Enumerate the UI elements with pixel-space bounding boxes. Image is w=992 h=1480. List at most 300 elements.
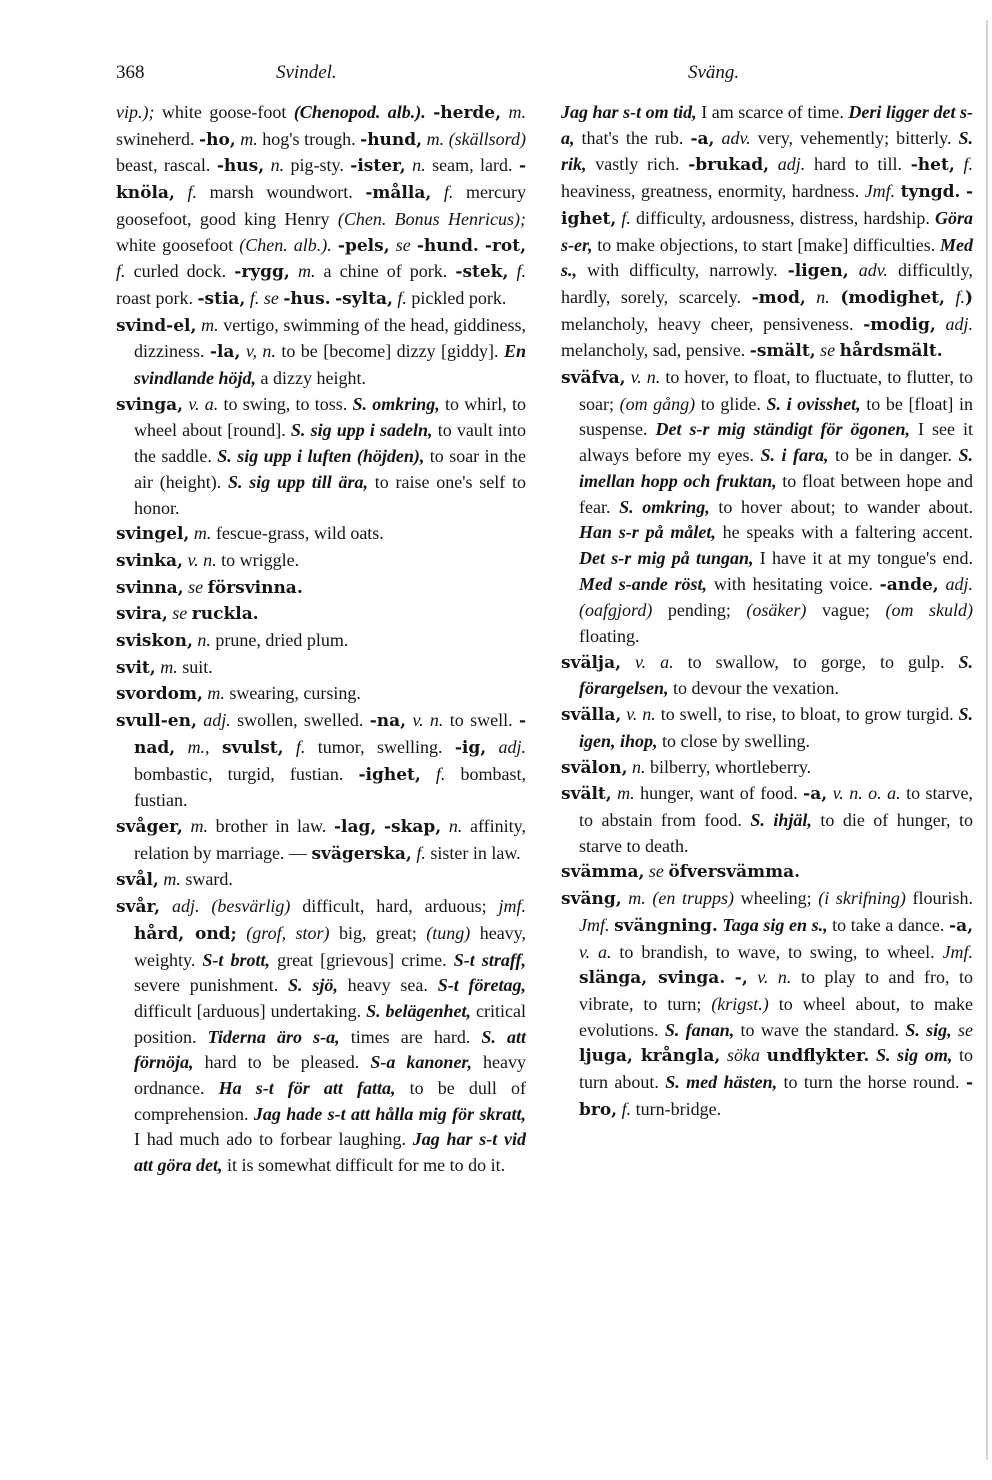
entry-text [501,102,508,122]
entry-text: svulst, [221,737,284,758]
entry-text: -a, [949,915,974,936]
entry-text: swollen, swelled. [230,710,370,731]
entry-text [725,967,735,987]
entry-text: -stia, [197,288,246,309]
entry-text [945,287,956,307]
entry-text: great [grievous] crime. [270,949,454,970]
entry-text: -rygg, [234,262,290,283]
entry-text: turn-bridge. [631,1098,722,1119]
entry-text: söka [726,1045,760,1066]
entry-text: m. [297,261,316,282]
entry-text: öfversvämma. [668,862,801,883]
entry-text: he speaks with a faltering accent. [715,522,973,543]
entry-text: melancholy, heavy cheer, pensiveness. [561,313,864,334]
entry-text: f. [516,261,526,282]
entry-text: S-t brott, [202,949,270,970]
entry-text: f. [435,763,446,784]
entry-text: v, n. [245,341,276,362]
entry-text: adv. [858,260,888,281]
entry-text: -het, [910,155,955,176]
entry-text: m. [207,683,225,704]
entry-text: Jag har s-t om tid, [561,102,697,122]
entry-text: (Chen. alb.). [239,234,332,255]
entry-text: flourish. [905,888,973,909]
entry-text: -hund. [416,235,479,256]
entry-text: f. [621,1098,632,1119]
entry-text: v. a. [188,393,219,414]
entry-text: S. sig om, [875,1045,953,1066]
headword: svull-en, [116,711,197,732]
entry-text: to vault into the saddle. [134,420,526,467]
entry-text: seam, lard. [425,155,519,176]
entry-text: Jmf. [942,941,973,962]
entry-text: vip.); [116,102,155,122]
entry-text: beast, rascal. [116,155,217,176]
headword: sväng, [561,889,622,910]
entry-text: S. att förnöja, [134,1026,527,1073]
entry-text: to swing, to toss. [218,393,353,414]
entry-text: (skällsord) [448,128,527,149]
entry-text: (grof, stor) [246,922,330,943]
entry-text: S. belägenhet, [366,1000,472,1021]
entry-text: jmf. [498,896,526,917]
entry-text: -hus. [283,288,331,309]
entry-text: svägerska, [311,843,412,864]
entry-text: f. [621,207,631,228]
entry-text: Taga sig en s., [722,914,828,935]
dictionary-entry [116,575,526,602]
entry-text: vertigo, swimming of the head, giddiness, dizziness. [134,314,526,362]
dictionary-entry [116,894,526,1179]
entry-text: -na, [369,711,407,732]
entry-text [748,967,758,987]
entry-text: -skap, [383,816,442,837]
entry-text: S. sig upp till ära, [227,471,369,492]
entry-text: f. [295,736,306,757]
entry-text: -ligen, [787,261,849,282]
entry-text: v. a. [635,651,674,672]
entry-text: tumor, swelling. [305,736,455,757]
entry-text: -sylta, [335,288,393,309]
entry-text: hårdsmält. [839,341,943,362]
entry-text: hard to be pleased. [193,1052,371,1073]
entry-text: se [395,234,411,255]
page-edge-line [986,20,988,1460]
dictionary-entry [116,313,526,392]
entry-text: m. [240,128,258,149]
entry-text: -hus, [216,156,265,177]
entry-text: m. [160,656,178,677]
entry-text: m., [187,736,210,757]
headword: svåger, [116,816,183,837]
entry-text: hog's trough. [257,128,361,149]
headword: svit, [116,657,156,678]
entry-text: m. [163,869,181,890]
entry-text: S. i fara, [760,445,829,466]
entry-text [431,182,444,202]
entry-text: bombast, fustian. [134,763,526,811]
entry-text: Det s-r mig på tungan, [579,547,754,568]
entry-text: to wave the standard. [734,1019,906,1040]
dictionary-entry [561,755,973,782]
entry-text: bilberry, whortleberry. [645,756,812,777]
entry-text [720,1045,727,1065]
entry-text: mercury goosefoot, good king Henry [116,182,527,229]
entry-text: f. [187,182,198,203]
entry-text: m. [201,314,219,335]
entry-text: -brukad, [688,155,770,176]
headword: sviskon, [116,631,193,652]
entry-continuation [561,100,973,365]
entry-text: ruckla. [191,604,259,625]
entry-text: swineherd. [116,128,200,149]
page-number: 368 [116,62,145,83]
entry-text: sister in law. [425,842,521,863]
entry-text: S. rik, [561,127,974,175]
entry-text: adv. [721,127,751,148]
entry-text: S. förargelsen, [579,651,973,699]
right-column [561,100,973,1123]
entry-text: difficult, hard, arduous; [290,896,499,917]
entry-text: swearing, cursing. [224,683,361,704]
entry-text: to wriggle. [216,549,300,570]
entry-text: -a, [690,128,715,149]
entry-text: S. i ovisshet, [766,393,861,414]
entry-text: Det s-r mig ständigt för ögonen, [655,419,911,440]
entry-text: suit. [177,656,213,677]
entry-text: to be [float] in suspense. [579,393,974,440]
entry-text: -a, [803,784,828,805]
entry-text [175,737,187,757]
entry-text: critical position. [134,1000,526,1047]
entry-text: wheeling; [734,888,819,909]
entry-text: to die of hunger, to starve to death. [579,809,973,856]
entry-text [421,764,436,784]
entry-text: severe punishment. [134,975,289,996]
entry-text: to glide. [695,393,767,414]
dictionary-entry [116,601,526,628]
entry-text: S. omkring, [619,496,710,517]
entry-text: vague; [806,600,886,621]
entry-text: S. fanan, [664,1019,735,1040]
entry-text: bombastic, turgid, fustian. [134,763,359,784]
entry-text: to whirl, to wheel about [round]. [134,393,527,441]
entry-text: -ister, [350,156,406,177]
entry-text: floating. [579,626,640,647]
entry-text: to raise one's self to honor. [134,471,526,518]
entry-text: ljuga, krångla, [579,1046,721,1067]
headword: svämma, [561,862,645,883]
entry-text: -la, [209,342,241,363]
entry-text: -stek, [455,262,509,283]
entry-text: adj. [945,313,973,334]
entry-text: roast pork. [116,287,198,308]
dictionary-entry [561,650,973,702]
entry-text: a dizzy height. [256,368,366,389]
entry-text [760,1045,767,1065]
headword: svälla, [561,705,622,726]
entry-text: f. [116,261,126,282]
entry-text: S. sig upp i sadeln, [290,420,433,441]
entry-text: n. [270,155,285,176]
dictionary-entry [116,521,526,548]
entry-text: Jmf. [864,181,896,202]
dictionary-entry [561,886,973,1123]
entry-text [290,261,298,281]
entry-text: I see it always before my eyes. [579,419,973,466]
entry-text: -rot, [484,235,527,256]
entry-text: -ande, [879,574,939,595]
entry-text: -målla, [365,183,432,204]
headword: svälja, [561,652,622,673]
entry-text: white goose-foot [154,102,294,122]
entry-text [769,154,778,174]
entry-text: to hover about; to wander about. [709,496,973,517]
entry-text: adj. (besvärlig) [171,896,291,917]
entry-text: (i skrifning) [818,888,906,909]
entry-text: I have it at my tongue's end. [753,547,974,568]
entry-text [210,737,222,757]
entry-text: to swell, to rise, to bloat, to grow turgid. [655,704,959,725]
entry-text: times are hard. [339,1026,482,1047]
entry-text: ) [964,287,974,308]
entry-text: S-a kanoner, [370,1052,472,1073]
entry-text: to brandish, to wave, to swing, to wheel. [611,941,943,962]
entry-text: S-t företag, [437,975,526,996]
entry-text: Ha s-t för att fatta, [218,1078,396,1099]
entry-text: to take a dance. [827,914,950,935]
entry-text: S. sig, [905,1019,952,1040]
entry-text: S. sjö, [288,975,338,996]
entry-text: to be dull of comprehension. [134,1078,526,1124]
entry-text: to swell. [443,710,519,731]
entry-text: -mod, [751,287,806,308]
entry-text: pig-sty. [284,155,351,176]
entry-text: adj. [203,710,231,731]
entry-text: adj. (oafgjord) [579,573,973,621]
entry-text: undflykter. [766,1046,870,1067]
entry-text: to turn the horse round. [777,1072,966,1093]
entry-text: heaviness, greatness, enormity, hardness. [561,181,865,202]
entry-text [849,260,859,280]
entry-text: n. [816,286,830,307]
guide-word-right: Sväng. [688,62,740,83]
entry-text: big, great; [329,922,427,943]
entry-text: -ighet, [561,182,973,229]
entry-text: melancholy, sad, pensive. [561,340,750,361]
entry-text: S. omkring, [352,393,440,414]
entry-text: se [188,576,204,597]
entry-text: with hesitating voice. [707,573,880,594]
entry-text: f. se [249,287,279,308]
entry-text: f. [963,154,973,175]
headword: svordom, [116,684,203,705]
entry-text: -herde, [433,103,502,123]
headword: svål, [116,870,159,891]
entry-text: En svindlande höjd, [134,341,527,389]
entry-text: heavy sea. [337,975,438,996]
headword: svind-el, [116,315,197,336]
entry-text: se [648,861,664,882]
entry-text: Han s-r på målet, [579,522,716,543]
entry-text: v. a. [579,941,612,962]
entry-text [160,896,172,916]
headword: svinna, [116,577,184,598]
headword: svälon, [561,757,628,778]
dictionary-entry [561,781,973,859]
entry-text: m. [508,102,526,122]
entry-text: I had much ado to forbear laughing. [134,1129,413,1150]
entry-text: -ho, [199,129,236,150]
entry-text: hard to till. [805,154,911,175]
entry-text: m. [617,783,635,804]
entry-text: prune, dried plum. [210,630,349,651]
entry-text: difficultly, hardly, sorely, scarcely. [561,260,974,307]
entry-text [830,287,841,307]
entry-text: to play to and fro, to vibrate, to turn; [579,967,973,1014]
entry-text: Med s-ande röst, [579,573,708,594]
entry-text: S. igen, ihop, [579,704,973,751]
headword: sväfva, [561,368,626,389]
entry-text: f. [397,287,407,308]
entry-text: v. n. [757,967,792,988]
entry-text: v. n. [630,367,661,388]
entry-text: -ig, [454,737,487,758]
entry-text: (krigst.) [711,993,769,1014]
entry-text: heavy, weighty. [134,922,527,970]
entry-text: v. n. [187,549,217,570]
entry-text: Jag har s-t vid att göra det, [134,1129,526,1176]
entry-text: se [820,340,836,361]
entry-text: n. [448,815,463,836]
dictionary-entry [116,548,526,575]
entry-text: vastly rich. [586,154,689,175]
entry-text [869,1045,876,1065]
left-column [116,100,526,1179]
entry-text: -bro, [579,1073,973,1120]
entry-text: m. [190,815,208,836]
dictionary-entry [561,702,973,754]
entry-text: m. [193,523,212,544]
entry-text [284,737,296,757]
entry-text: to make objections, to start [make] difficulties. [592,234,940,255]
entry-text: it is somewhat difficult for me to do it. [222,1155,506,1176]
entry-text: to float between hope and fear. [579,470,973,517]
entry-text [621,652,635,672]
entry-text: to be in danger. [828,445,959,466]
entry-text: affinity, relation by marriage. — [134,815,527,863]
entry-text: that's the rub. [574,127,691,148]
entry-text: -modig, [863,314,936,335]
entry-text: -knöla, [116,156,527,204]
entry-text: to wheel about, to make evolutions. [579,993,973,1040]
dictionary-entry [116,867,526,894]
entry-text [237,923,246,943]
entry-text: to close by swelling. [657,730,810,751]
entry-text: Jmf. [579,914,610,935]
entry-text: brother in law. [207,815,334,836]
entry-text: curled dock. [125,261,235,282]
headword: svält, [561,784,612,805]
entry-text: to soar in the air (height). [134,446,526,492]
entry-text: to swallow, to gorge, to gulp. [673,651,959,672]
entry-text: a chine of pork. [315,261,456,282]
entry-text: S. med hästen, [665,1072,778,1093]
entry-text: svängning. [614,915,718,936]
entry-text: (modighet, [840,287,945,308]
entry-text: adj. [498,736,527,757]
entry-text: se [172,603,188,624]
entry-text: v. n. o. a. [832,783,901,804]
entry-text: to devour the vexation. [668,678,839,699]
dictionary-entry [116,814,526,867]
dictionary-entry [116,681,526,708]
entry-text: I am scarce of time. [696,102,849,122]
entry-text: -nad, [134,711,527,758]
dictionary-entry [116,655,526,682]
entry-text: se [958,1019,974,1040]
entry-text: to turn about. [579,1045,974,1093]
entry-text: very, vehemently; bitterly. [750,127,959,148]
entry-text: heavy ordnance. [134,1052,527,1099]
entry-text: difficult [arduous] undertaking. [134,1000,367,1021]
entry-text: -, [734,968,748,989]
dictionary-entry [561,859,973,886]
entry-text [175,182,188,202]
entry-text: with difficulty, narrowly. [577,260,788,281]
entry-text: Göra s-er, [561,207,974,255]
entry-text: hunger, want of food. [634,783,804,804]
entry-text: to be [become] dizzy [giddy]. [275,341,504,362]
entry-continuation [116,100,526,313]
entry-text: pending; [652,600,747,621]
entry-text: n. [197,630,211,651]
entry-text: S. sig upp i luften (höjden), [217,446,425,467]
entry-text: Med s., [561,234,973,281]
dictionary-entry [116,708,526,814]
entry-text [806,287,817,307]
dictionary-entry [116,392,526,522]
headword: svira, [116,604,168,625]
dictionary-entry [561,365,973,650]
entry-text: marsh woundwort. [197,182,366,203]
entry-text [486,737,498,757]
running-header [116,62,976,90]
entry-text: försvinna. [207,577,303,598]
entry-text: -hund, [360,129,423,150]
dictionary-entry [116,628,526,655]
entry-text: n. [632,756,646,777]
headword: svingel, [116,524,190,545]
guide-word-left: Svindel. [276,62,337,83]
entry-text: Deri ligger det s-a, [561,102,973,148]
entry-text: (tung) [426,922,471,943]
headword: svår, [116,897,161,918]
entry-text: f. [443,182,454,203]
entry-text: v. n. [412,710,444,731]
entry-text: (Chenopod. alb.). [293,102,426,122]
entry-text: tyngd. [900,182,961,203]
entry-text [376,816,384,836]
entry-text: -ighet, [358,764,421,785]
entry-text: fescue-grass, wild oats. [211,523,384,544]
entry-text: (osäker) [746,600,807,621]
entry-text: m. (en trupps) [628,888,735,909]
entry-text: adj. [777,154,806,175]
entry-text: hård, ond; [134,923,237,944]
entry-text: to starve, to abstain from food. [579,783,974,830]
entry-text [714,128,721,148]
